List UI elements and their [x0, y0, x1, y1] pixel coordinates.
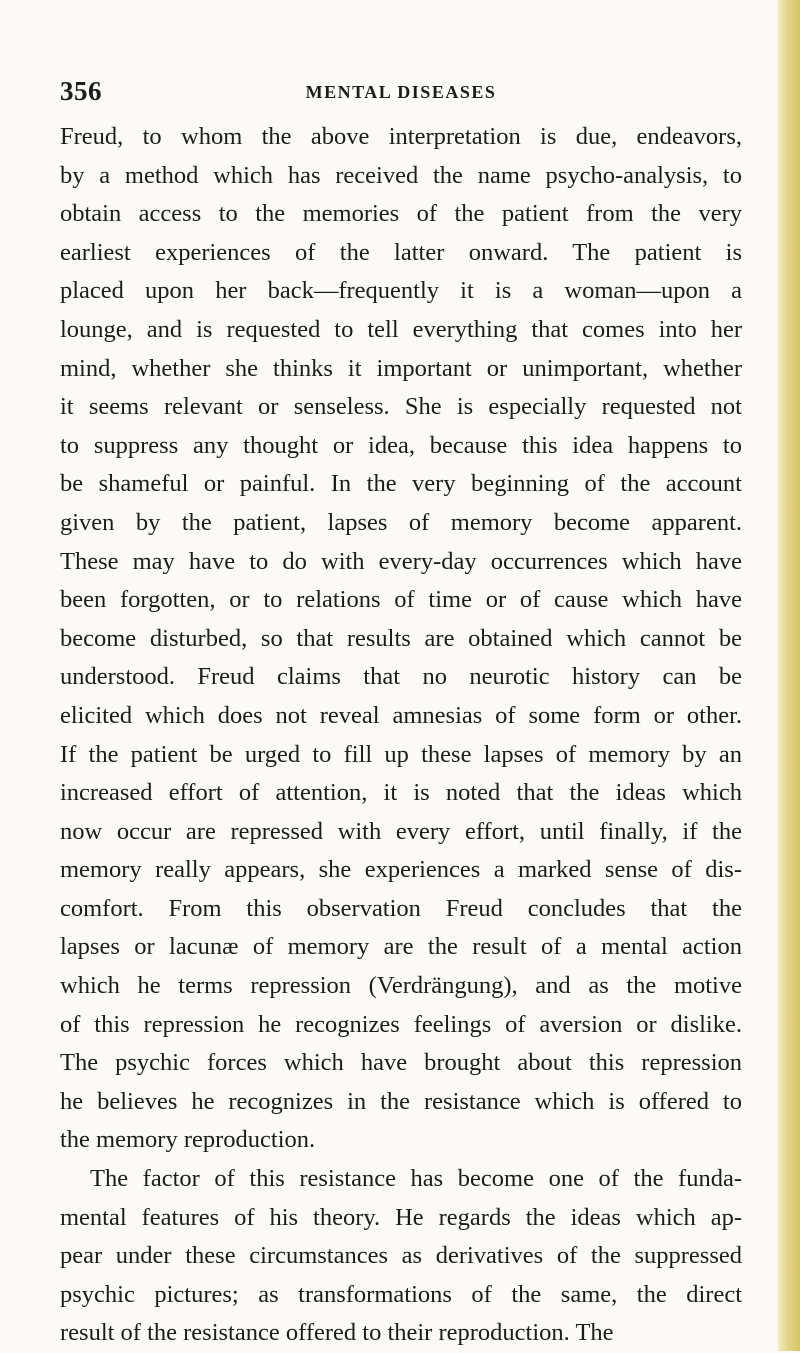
- text-line: to suppress any thought or idea, because this idea happens to: [60, 431, 742, 459]
- text-line: it seems relevant or senseless. She is especially requested not: [60, 393, 742, 421]
- text-line: which he terms repression (Verdrängung), and as the motive: [60, 972, 742, 1000]
- text-line: psychic pictures; as transformations of the same, the direct: [60, 1280, 742, 1308]
- text-line: mind, whether she thinks it important or unimportant, whether: [60, 354, 742, 382]
- text-line: the memory reproduction.: [60, 1126, 316, 1154]
- text-line: earliest experiences of the latter onward. The patient is: [60, 238, 742, 266]
- text-line: The factor of this resistance has become one of the funda-: [90, 1165, 742, 1193]
- text-line: lounge, and is requested to tell everything that comes into her: [60, 315, 742, 343]
- text-line: obtain access to the memories of the patient from the very: [60, 200, 742, 228]
- text-line: he believes he recognizes in the resistance which is offered to: [60, 1087, 742, 1115]
- text-line: become disturbed, so that results are obtained which cannot be: [60, 624, 742, 652]
- text-line: lapses or lacunæ of memory are the result of a mental action: [60, 933, 742, 961]
- body-text: [60, 118, 742, 1353]
- text-line: result of the resistance offered to their reproduction. The: [60, 1319, 614, 1347]
- running-head: MENTAL DISEASES: [305, 82, 497, 102]
- text-line: Freud, to whom the above interpretation is due, endeavors,: [60, 123, 742, 150]
- paragraph: [60, 1160, 742, 1353]
- text-line: now occur are repressed with every effort, until finally, if the: [60, 817, 742, 845]
- text-line: by a method which has received the name psycho-analysis, to: [60, 161, 742, 189]
- page-header: [60, 76, 742, 116]
- page-number: 356: [60, 76, 102, 106]
- text-line: memory really appears, she experiences a marked sense of dis-: [60, 856, 742, 884]
- text-line: been forgotten, or to relations of time or of cause which have: [60, 586, 742, 614]
- text-line: comfort. From this observation Freud concludes that the: [60, 894, 742, 922]
- text-line: If the patient be urged to fill up these lapses of memory by an: [60, 740, 742, 768]
- page-edge: [778, 0, 800, 1351]
- text-line: elicited which does not reveal amnesias of some form or other.: [60, 701, 742, 729]
- text-line: of this repression he recognizes feelings of aversion or dislike.: [60, 1010, 742, 1038]
- text-line: mental features of his theory. He regards the ideas which ap-: [60, 1203, 742, 1231]
- text-line: pear under these circumstances as derivatives of the suppressed: [60, 1242, 742, 1270]
- text-line: given by the patient, lapses of memory become apparent.: [60, 508, 742, 536]
- text-line: These may have to do with every-day occurrences which have: [60, 547, 742, 575]
- text-line: The psychic forces which have brought about this repression: [60, 1049, 742, 1077]
- text-line: placed upon her back—frequently it is a woman—upon a: [60, 277, 742, 305]
- text-line: be shameful or painful. In the very beginning of the account: [60, 470, 742, 498]
- text-line: increased effort of attention, it is noted that the ideas which: [60, 779, 742, 807]
- text-line: understood. Freud claims that no neurotic history can be: [60, 663, 742, 691]
- paragraph: [60, 118, 742, 1160]
